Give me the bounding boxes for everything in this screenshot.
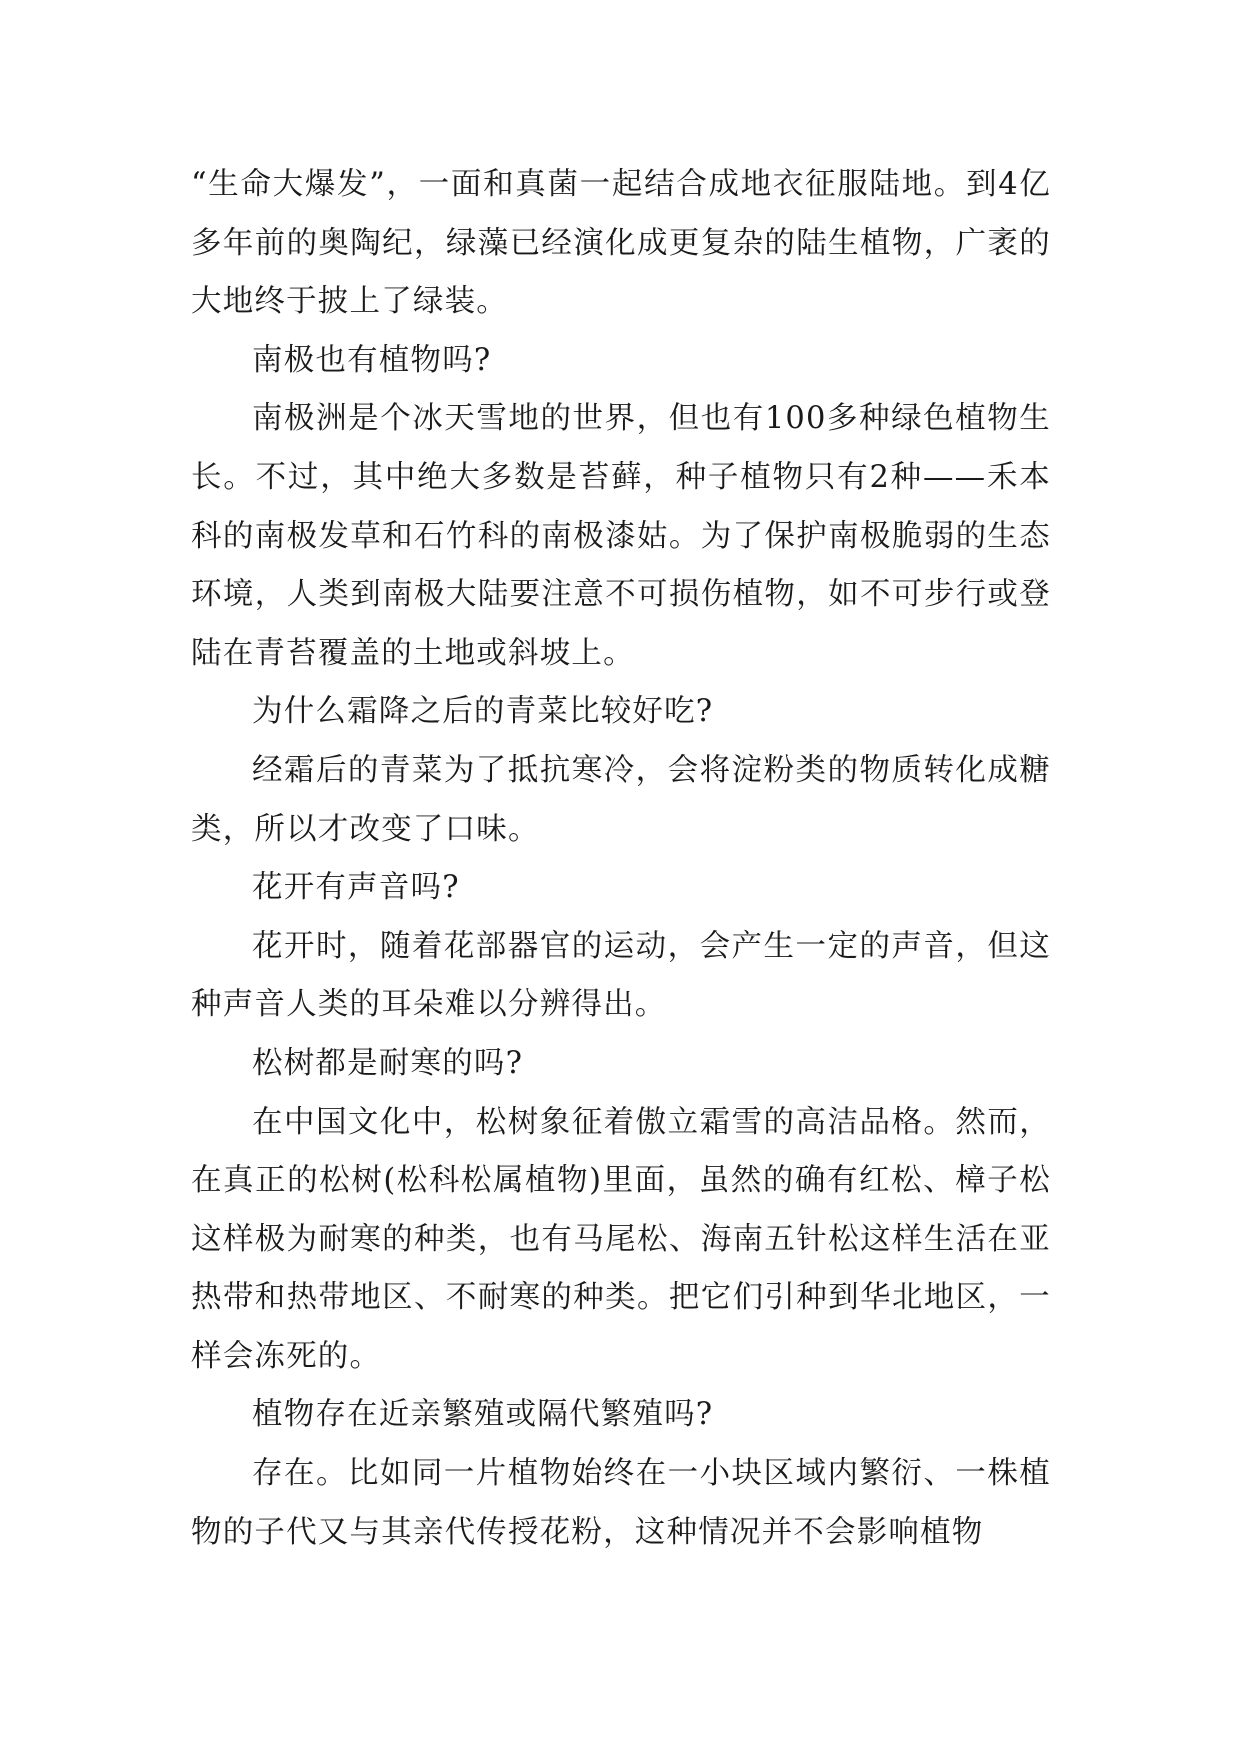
question-pine-cold: 松树都是耐寒的吗? [252, 1045, 524, 1081]
question-antarctic-plants: 南极也有植物吗? [252, 342, 492, 378]
question-flower-sound: 花开有声音吗? [252, 870, 460, 906]
answer-antarctic-plants: 南极洲是个冰天雪地的世界，但也有100多种绿色植物生长。不过，其中绝大多数是苔藓，种子植物只有2种——禾本科的南极发草和石竹科的南极漆姑。为了保护南极脆弱的生态环境，人类到南极大陆要注意不可损伤植物，如不可步行或登陆在青苔覆盖的土地或斜坡上。 [191, 401, 1051, 671]
question-frost-vegetables: 为什么霜降之后的青菜比较好吃? [252, 694, 714, 730]
answer-flower-sound: 花开时，随着花部器官的运动，会产生一定的声音，但这种声音人类的耳朵难以分辨得出。 [191, 928, 1051, 1023]
answer-pine-cold: 在中国文化中，松树象征着傲立霜雪的高洁品格。然而，在真正的松树(松科松属植物)里面，虽然的确有红松、樟子松这样极为耐寒的种类，也有马尾松、海南五针松这样生活在亚热带和热带地区、不耐寒的种类。把它们引种到华北地区，一样会冻死的。 [191, 1104, 1051, 1374]
question-inbreeding: 植物存在近亲繁殖或隔代繁殖吗? [252, 1397, 714, 1433]
paragraph-continuation: “生命大爆发”，一面和真菌一起结合成地衣征服陆地。到4亿多年前的奥陶纪，绿藻已经演化成更复杂的陆生植物，广袤的大地终于披上了绿装。 [191, 167, 1051, 320]
document-page [191, 156, 1051, 1562]
answer-frost-vegetables: 经霜后的青菜为了抵抗寒冷，会将淀粉类的物质转化成糖类，所以才改变了口味。 [191, 752, 1051, 847]
answer-inbreeding: 存在。比如同一片植物始终在一小块区域内繁衍、一株植物的子代又与其亲代传授花粉，这种情况并不会影响植物 [191, 1456, 1051, 1550]
